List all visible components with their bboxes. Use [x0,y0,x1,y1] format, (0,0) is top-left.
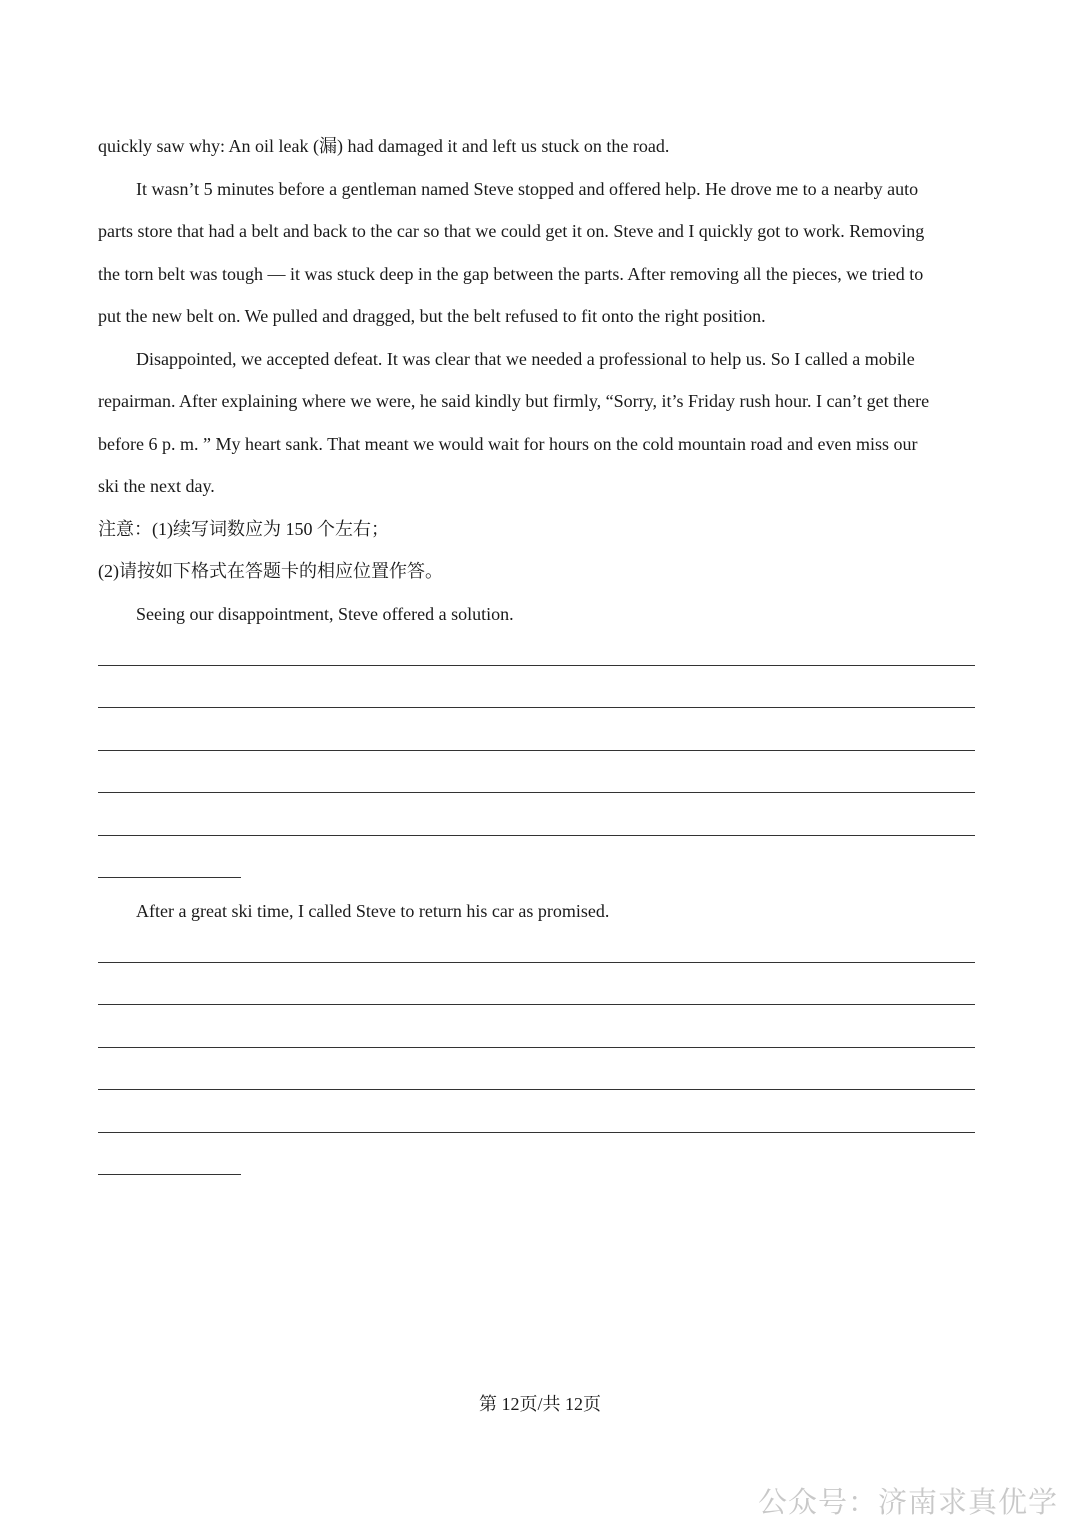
answer-line-short[interactable] [98,877,241,878]
paragraph2-opening: After a great ski time, I called Steve to return his car as promised. [136,901,610,921]
passage-line: ski the next day. [98,476,215,496]
answer-line[interactable] [98,835,975,836]
passage-line: the torn belt was tough — it was stuck deep in the gap between the parts. After removing all the pieces, we tried to [98,264,924,284]
instruction-note-2: (2)请按如下格式在答题卡的相应位置作答。 [98,561,443,581]
answer-line[interactable] [98,1132,975,1133]
answer-line[interactable] [98,665,975,666]
answer-line[interactable] [98,707,975,708]
passage-line: Disappointed, we accepted defeat. It was clear that we needed a professional to help us. So I called a mobile [136,349,915,369]
answer-line[interactable] [98,1089,975,1090]
passage-line: repairman. After explaining where we were, he said kindly but firmly, “Sorry, it’s Friday rush hour. I can’t get there [98,391,930,411]
passage-line: before 6 p. m. ” My heart sank. That meant we would wait for hours on the cold mountain road and even miss our [98,434,918,454]
paragraph1-opening: Seeing our disappointment, Steve offered a solution. [136,604,514,624]
answer-line[interactable] [98,1004,975,1005]
watermark-text: 公众号：济南求真优学 [757,1485,1058,1519]
answer-line[interactable] [98,750,975,751]
answer-line[interactable] [98,962,975,963]
instruction-note-1: 注意：(1)续写词数应为 150 个左右； [98,519,389,539]
passage-line: quickly saw why: An oil leak (漏) had damaged it and left us stuck on the road. [98,136,670,156]
answer-line[interactable] [98,792,975,793]
answer-line[interactable] [98,1047,975,1048]
passage-line: It wasn’t 5 minutes before a gentleman named Steve stopped and offered help. He drove me to a nearby auto [136,179,919,199]
passage-line: put the new belt on. We pulled and dragged, but the belt refused to fit onto the right position. [98,306,766,326]
page-number: 第 12页/共 12页 [478,1394,601,1414]
passage-line: parts store that had a belt and back to the car so that we could get it on. Steve and I quickly got to work. Removing [98,221,925,241]
answer-line-short[interactable] [98,1174,241,1175]
